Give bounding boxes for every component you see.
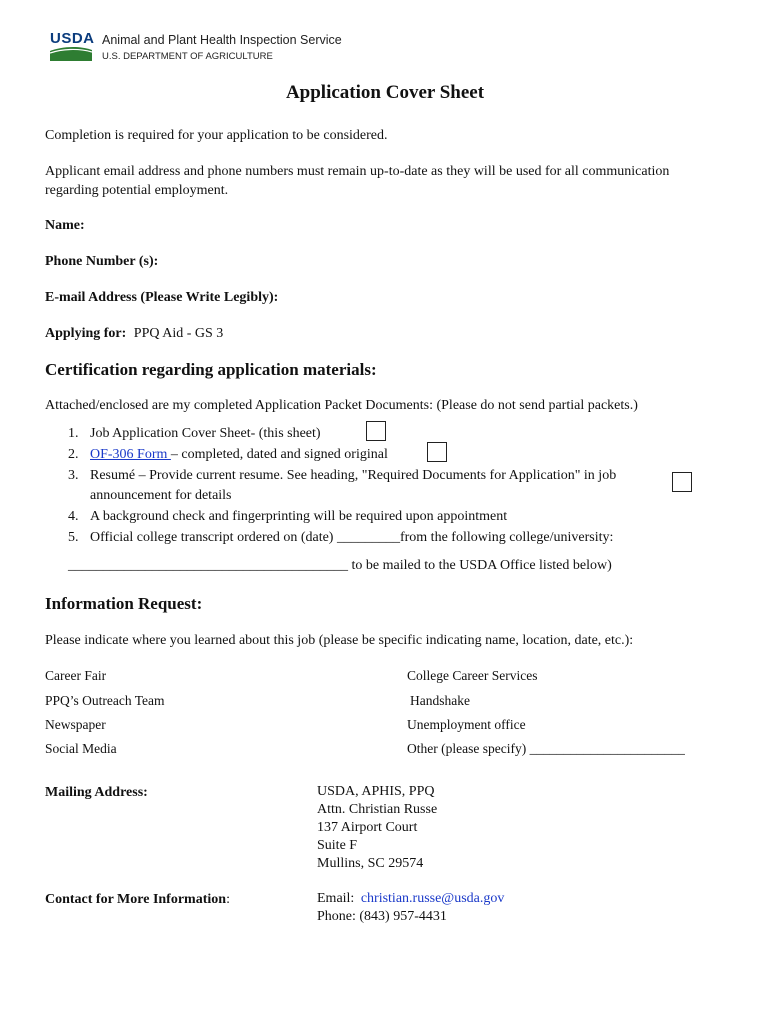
cert-item-3	[68, 468, 616, 484]
cert-item-2	[68, 447, 388, 463]
department-name: U.S. DEPARTMENT OF AGRICULTURE	[102, 51, 273, 62]
option-other: Other (please specify) _______________________	[407, 741, 685, 756]
contact-label-text: Contact for More Information	[45, 892, 227, 907]
applying-value: PPQ Aid - GS 3	[133, 326, 224, 341]
cert-item-3-cont: announcement for details	[90, 488, 232, 503]
certification-intro: Attached/enclosed are my completed Application Packet Documents: (Please do not send partial packets.)	[45, 398, 638, 413]
name-label: Name:	[45, 218, 85, 233]
contact-email-label: Email:	[317, 891, 355, 906]
transcript-mail-line: ________________________________________ to be mailed to the USDA Office listed below)	[68, 558, 612, 573]
checkbox-resume[interactable]	[672, 472, 692, 492]
mailing-address-line: Suite F	[317, 838, 358, 853]
cert-item-number: 1.	[68, 426, 79, 441]
info-request-heading: Information Request:	[45, 594, 203, 613]
contact-label-colon: :	[226, 892, 230, 907]
checkbox-of306[interactable]	[427, 442, 447, 462]
of306-form-link[interactable]: OF-306 Form	[90, 447, 171, 462]
mailing-address-line: Mullins, SC 29574	[317, 856, 424, 871]
cert-item-1	[68, 426, 321, 442]
applying-label: Applying for:	[45, 326, 127, 341]
contact-email	[317, 891, 504, 907]
cert-item-text: Official college transcript ordered on (date) _________from the following college/university:	[90, 530, 614, 545]
applying-for	[45, 326, 223, 342]
option-handshake: Handshake	[410, 693, 470, 708]
option-college-career-services: College Career Services	[407, 668, 538, 683]
email-label: E-mail Address (Please Write Legibly):	[45, 290, 279, 305]
option-social-media: Social Media	[45, 741, 117, 756]
cert-item-text: Job Application Cover Sheet- (this sheet)	[90, 426, 321, 441]
contact-label	[45, 892, 230, 908]
mailing-address-line: Attn. Christian Russe	[317, 802, 438, 817]
cert-item-number: 2.	[68, 447, 79, 462]
option-career-fair: Career Fair	[45, 668, 107, 683]
info-request-prompt: Please indicate where you learned about this job (please be specific indicating name, location, date, etc.):	[45, 633, 634, 648]
cert-item-4	[68, 509, 507, 525]
certification-heading: Certification regarding application materials:	[45, 360, 377, 379]
cert-item-number: 5.	[68, 530, 79, 545]
intro-line-1: Completion is required for your application to be considered.	[45, 128, 388, 143]
mailing-address-line: USDA, APHIS, PPQ	[317, 784, 435, 799]
cert-item-number: 4.	[68, 509, 79, 524]
cert-item-text: Resumé – Provide current resume. See heading, "Required Documents for Application" in job	[90, 468, 617, 483]
cert-item-5	[68, 530, 613, 546]
intro-line-2b: regarding potential employment.	[45, 183, 229, 198]
intro-line-2a: Applicant email address and phone numbers must remain up-to-date as they will be used for all communication	[45, 164, 670, 179]
option-newspaper: Newspaper	[45, 717, 106, 732]
page-title: Application Cover Sheet	[285, 82, 485, 103]
contact-email-link[interactable]: christian.russe@usda.gov	[360, 891, 505, 906]
mailing-address-label: Mailing Address:	[45, 785, 148, 800]
mailing-address-line: 137 Airport Court	[317, 820, 418, 835]
option-unemployment-office: Unemployment office	[407, 717, 526, 732]
usda-logo-text: USDA	[50, 30, 95, 47]
cert-item-number: 3.	[68, 468, 79, 483]
phone-label: Phone Number (s):	[45, 254, 159, 269]
checkbox-cover-sheet[interactable]	[366, 421, 386, 441]
contact-phone: Phone: (843) 957-4431	[317, 909, 447, 924]
cert-item-text: A background check and fingerprinting will be required upon appointment	[90, 509, 508, 524]
agency-name: Animal and Plant Health Inspection Service	[102, 33, 342, 47]
option-outreach-team: PPQ’s Outreach Team	[45, 693, 165, 708]
cert-item-text: – completed, dated and signed original	[170, 447, 388, 462]
